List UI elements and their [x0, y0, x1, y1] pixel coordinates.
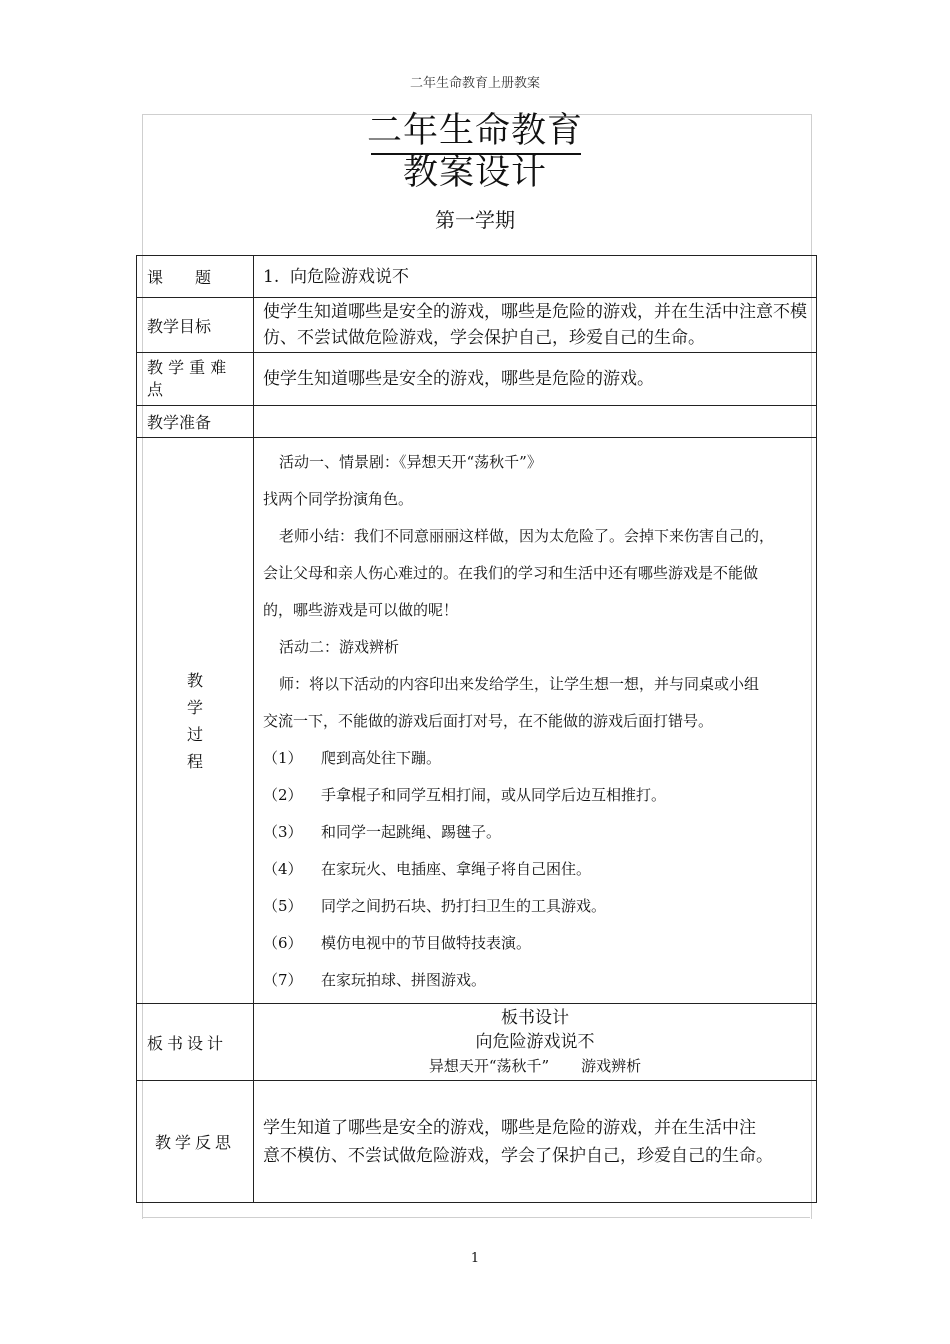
process-content	[254, 438, 817, 1004]
doc-title-line2: 教案设计	[402, 153, 547, 193]
topic-cell	[254, 256, 817, 298]
reflection-line1: 学生知道了哪些是安全的游戏，哪些是危险的游戏，并在生活中注	[263, 1117, 756, 1138]
board-line1: 板书设计	[501, 1007, 569, 1028]
topic-value: 向危险游戏说不	[290, 266, 410, 287]
summary-line1: 老师小结：我们不同意丽丽这样做，因为太危险了。会掉下来伤害自己的，	[279, 527, 775, 545]
goal-label: 教学目标	[137, 298, 254, 353]
key-label-line1: 教 学 重 难	[147, 358, 227, 377]
list-item: （6） 模仿电视中的节目做特技表演。	[263, 934, 532, 952]
list-item: （5） 同学之间扔石块、扔打扫卫生的工具游戏。	[263, 897, 607, 915]
activity2-title: 活动二：游戏辨析	[279, 638, 400, 656]
prep-value	[254, 406, 817, 438]
reflection-label: 教学反思	[137, 1081, 254, 1203]
process-label-char4: 程	[186, 751, 203, 771]
reflection-content	[254, 1081, 817, 1203]
row-key-points	[137, 353, 817, 406]
list-item: （4） 在家玩火、电插座、拿绳子将自己困住。	[263, 860, 592, 878]
summary-line2: 会让父母和亲人伤心难过的。在我们的学习和生活中还有哪些游戏是不能做	[263, 564, 759, 582]
key-label-line2: 点	[147, 380, 164, 399]
board-line3-right: 游戏辨析	[581, 1056, 642, 1075]
list-item: （1） 爬到高处往下蹦。	[263, 749, 442, 767]
list-item: （3） 和同学一起跳绳、踢毽子。	[263, 823, 502, 841]
board-line3-left: 异想天开“荡秋千”	[428, 1056, 550, 1075]
summary-line3: 的，哪些游戏是可以做的呢！	[263, 601, 459, 619]
process-label	[137, 438, 254, 1004]
teacher-line2: 交流一下，不能做的游戏后面打对号，在不能做的游戏后面打错号。	[263, 712, 714, 730]
row-process	[137, 438, 817, 1004]
row-goal	[137, 298, 817, 353]
board-content	[254, 1004, 817, 1081]
board-line2: 向危险游戏说不	[475, 1031, 595, 1052]
page-header: 二年生命教育上册教案	[409, 76, 540, 91]
activity1-title: 活动一、情景剧：《异想天开“荡秋千”》	[279, 453, 542, 471]
prep-label: 教学准备	[137, 406, 254, 438]
reflection-line2: 意不模仿、不尝试做危险游戏，学会了保护自己，珍爱自己的生命。	[263, 1145, 773, 1166]
topic-number: 1.	[263, 266, 280, 287]
page-number: 1	[470, 1251, 480, 1266]
topic-label: 课 题	[137, 256, 254, 298]
process-label-char1: 教	[186, 670, 203, 690]
row-board	[137, 1004, 817, 1081]
process-label-char3: 过	[186, 724, 203, 744]
list-item: （7） 在家玩拍球、拼图游戏。	[263, 971, 487, 989]
lesson-plan-table	[136, 255, 817, 1203]
board-label: 板书设计	[137, 1004, 254, 1081]
teacher-line1: 师：将以下活动的内容印出来发给学生，让学生想一想，并与同桌或小组	[279, 675, 760, 693]
row-reflection	[137, 1081, 817, 1203]
row-topic	[137, 256, 817, 298]
key-value: 使学生知道哪些是安全的游戏，哪些是危险的游戏。	[254, 353, 817, 406]
key-label	[137, 353, 254, 406]
row-prep	[137, 406, 817, 438]
list-item: （2） 手拿棍子和同学互相打闹，或从同学后边互相推打。	[263, 786, 667, 804]
process-label-char2: 学	[186, 697, 203, 717]
activity1-text: 找两个同学扮演角色。	[263, 490, 414, 508]
doc-title-line1: 二年生命教育	[366, 111, 583, 151]
semester-label: 第一学期	[435, 208, 515, 232]
page-frame-bottom	[142, 1217, 810, 1218]
board-line3	[254, 1054, 816, 1078]
goal-value: 使学生知道哪些是安全的游戏，哪些是危险的游戏，并在生活中注意不模仿、不尝试做危险游戏，学会保护自己，珍爱自己的生命。	[254, 298, 817, 353]
